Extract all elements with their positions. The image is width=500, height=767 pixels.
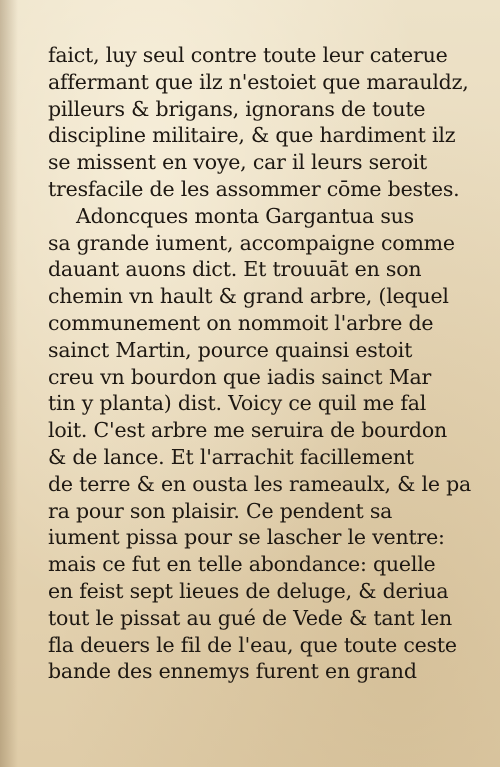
text-line-4: discipline militaire, & que hardiment ilz: [48, 123, 456, 148]
text-line-11: communement on nommoit l'arbre de: [48, 310, 434, 335]
text-line-5: se missent en voye, car il leurs seroit: [48, 150, 427, 175]
body-text: [48, 42, 478, 685]
text-line-17: de terre & en ousta les rameaulx, & le pa: [48, 471, 472, 496]
text-line-22: tout le pissat au gué de Vede & tant len: [48, 605, 453, 630]
text-line-3: pilleurs & brigans, ignorans de toute: [48, 96, 426, 121]
text-line-12: sainct Martin, pource quainsi estoit: [48, 337, 413, 362]
text-line-19: iument pissa pour se lascher le ventre:: [48, 525, 445, 550]
text-line-21: en feist sept lieues de deluge, & deriua: [48, 578, 449, 603]
text-line-10: chemin vn hault & grand arbre, (lequel: [48, 284, 449, 309]
text-line-16: & de lance. Et l'arrachit facillement: [48, 444, 414, 469]
text-line-23: fla deuers le fil de l'eau, que toute ceste: [48, 632, 457, 657]
text-line-14: tin y planta) dist. Voicy ce quil me fal: [48, 391, 427, 416]
text-line-9: dauant auons dict. Et trouuāt en son: [48, 257, 422, 282]
text-line-2: affermant que ilz n'estoiet que marauldz,: [48, 69, 469, 94]
text-line-15: loit. C'est arbre me seruira de bourdon: [48, 418, 447, 443]
text-line-8: sa grande iument, accompaigne comme: [48, 230, 455, 255]
text-line-13: creu vn bourdon que iadis sainct Mar: [48, 364, 432, 389]
text-line-1: faict, luy seul contre toute leur caterue: [48, 43, 448, 67]
text-line-24: bande des ennemys furent en grand: [48, 659, 417, 684]
text-line-7: Adoncques monta Gargantua sus: [76, 203, 414, 228]
text-line-6: tresfacile de les assommer cōme bestes.: [48, 176, 460, 201]
text-line-18: ra pour son plaisir. Ce pendent sa: [48, 498, 393, 523]
text-line-20: mais ce fut en telle abondance: quelle: [48, 552, 436, 577]
